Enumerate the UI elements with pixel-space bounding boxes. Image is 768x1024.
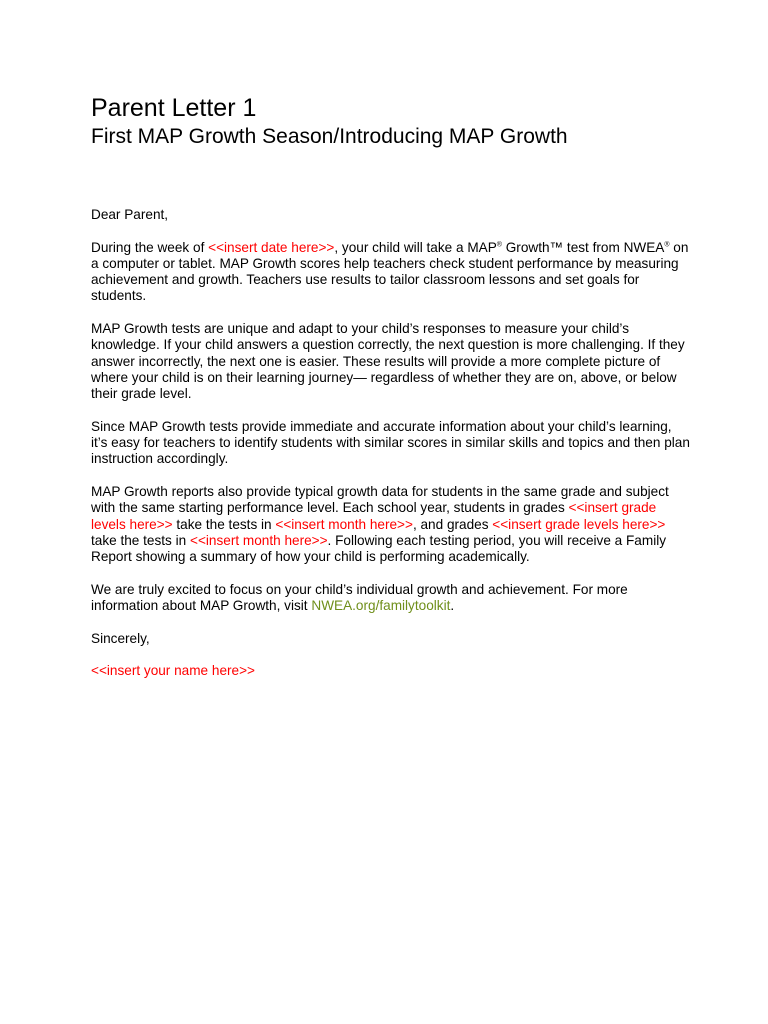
- family-toolkit-link[interactable]: NWEA.org/familytoolkit: [311, 598, 451, 614]
- greeting: Dear Parent,: [91, 207, 169, 222]
- paragraph-2: MAP Growth tests are unique and adapt to your child’s responses to measure your child’s knowledge. If your child answers a question correctly, the next question is more challenging. If they answer incorrectly, the next one is easier. These results will provide a more complete picture of where your child is on their learning journey— regardless of whether they are on, above, or below their grade level.: [91, 321, 685, 402]
- month-placeholder: <<insert month here>>: [275, 516, 413, 532]
- paragraph-1: During the week of <<insert date here>>, your child will take a MAP® Growth™ test from NWEA® on a computer or tablet. MAP Growth scores help teachers check student performance by measuring achievement and growth. Teachers use results to tailor classroom lessons and set goals for students.: [91, 239, 689, 304]
- month-placeholder: <<insert month here>>: [190, 532, 328, 548]
- grade-levels-placeholder: <<insert grade levels here>>: [91, 500, 657, 532]
- paragraph-3: Since MAP Growth tests provide immediate and accurate information about your child’s learning, it’s easy for teachers to identify students with similar scores in similar skills and topics and then plan instruction accordingly.: [91, 418, 690, 467]
- registered-mark: ®: [664, 241, 670, 249]
- grade-levels-placeholder: <<insert grade levels here>>: [492, 516, 666, 532]
- paragraph-4: MAP Growth reports also provide typical growth data for students in the same grade and subject with the same starting performance level. Each school year, students in grades <<insert grade levels here>> take the tests in <<insert month here>>, and grades <<insert grade levels here>> take the tests in <<insert month here>>. Following each testing period, you will receive a Family Report showing a summary of how your child is performing academically.: [91, 484, 669, 565]
- paragraph-5: We are truly excited to focus on your child’s individual growth and achievement. For more information about MAP Growth, visit NWEA.org/familytoolkit.: [91, 581, 628, 614]
- letter-title: Parent Letter 1: [91, 94, 257, 122]
- signature-placeholder: <<insert your name here>>: [91, 663, 255, 679]
- letter-subtitle: First MAP Growth Season/Introducing MAP Growth: [91, 125, 568, 148]
- registered-mark: ®: [496, 241, 502, 249]
- letter-body: [91, 207, 691, 696]
- closing: Sincerely,: [91, 630, 150, 646]
- date-placeholder: <<insert date here>>: [208, 239, 335, 255]
